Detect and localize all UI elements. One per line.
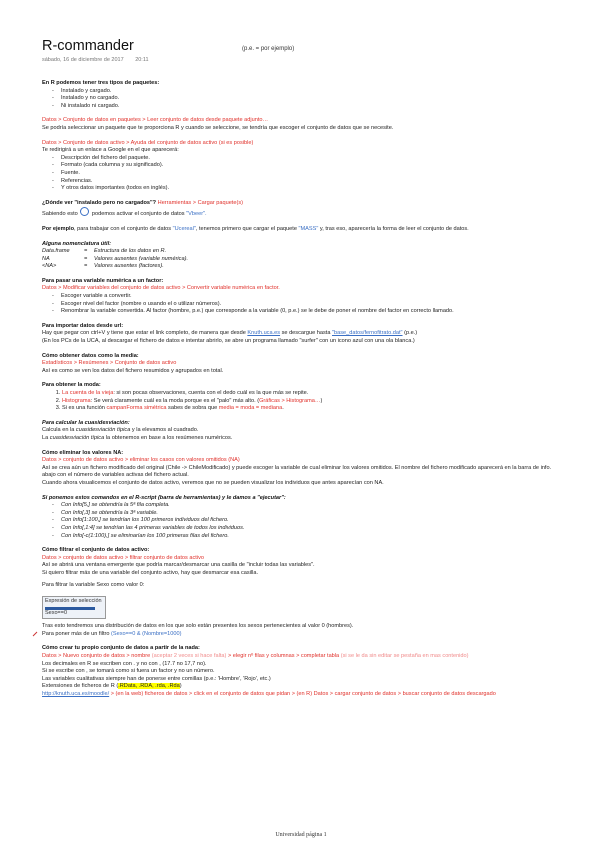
s8-heading: Para importar datos desde url: [42, 322, 124, 329]
s7-heading: Para pasar una variable numérica a un factor: [42, 277, 164, 284]
s4-text-b: podemos activar el conjunto de datos [91, 211, 185, 218]
definition: Valores ausentes (variable numérica). [94, 255, 188, 262]
s8-text: Hay que pegar con ctrl+V y tiene que estar el link completo, de manera que desde [42, 330, 246, 337]
list-item [52, 533, 562, 541]
definition: Estructura de los datos en R. [94, 248, 167, 255]
s14-text-5: Para poner más de un filtro [42, 630, 110, 637]
s3-text: Te redirigirá a un enlace a Google en el que aparecerá: [42, 147, 179, 154]
equals: = [84, 255, 88, 262]
s4-text: Sabiendo esto [42, 211, 78, 218]
s5-text: , para trabajar con el conjunto de datos [74, 225, 172, 232]
list-item [52, 502, 562, 510]
list-item [52, 525, 562, 533]
s15-heading: Cómo crear tu propio conjunto de datos a partir de la nada: [42, 645, 200, 652]
s14-heading: Cómo filtrar el conjunto de datos activo: [42, 547, 150, 554]
s4-heading: ¿Dónde ver "instalado pero no cargados"? [42, 199, 157, 206]
term: cuasidesviación típica [75, 427, 131, 434]
s9-text: Así es como se ven los datos del fichero resumidos y agrupados en total. [42, 367, 224, 374]
side-note: (p.e. = por ejemplo) [242, 46, 295, 52]
s11-text: Calcula en la [42, 427, 75, 434]
method-name: campanForma simétrica [106, 405, 167, 412]
s11-text-3: La [42, 434, 49, 441]
period: . [282, 405, 284, 412]
s11-text-2: y la elevamos al cuadrado. [131, 427, 199, 434]
equality: media = moda = mediana [218, 405, 283, 412]
page-date: sábado, 16 de diciembre de 2017 [42, 57, 124, 63]
s5-text-2: , tenemos primero que cargar el paquete [195, 225, 297, 232]
s14-text-3: Para filtrar la variable Sexo como valor 0: [42, 582, 145, 589]
list-item: - Fuente. [52, 170, 562, 178]
command: Con Info[5,] [61, 502, 90, 509]
package-name: "MASS" [298, 225, 319, 232]
s4-path: Herramientas > Cargar paquete(s) [157, 199, 243, 206]
list-item: - Descripción del fichero del paquete. [52, 155, 562, 163]
s8-text-4: (En los PCs de la UCA, al descargar el fichero de datos e intentar abrirlo, se abre un programa llamado "surfer" con un icono azul con una ola blanca.) [42, 338, 415, 345]
s11-text-4: la obtenemos en base a los resúmenes numéricos. [105, 434, 233, 441]
pencil-icon [32, 631, 38, 637]
s8-text-2: se descargue hasta [281, 330, 331, 337]
s10-list [42, 390, 562, 413]
refresh-icon [80, 207, 89, 216]
dataset-name: "Vbeer". [186, 211, 207, 218]
s15-path-note-2: (si se le da sin editar se pestaña en mas contenido) [340, 653, 469, 660]
s15-line-4: Extensiones de ficheros de R ( [42, 683, 119, 690]
list-item: - Escoger nivel del factor (nombre o usando el o utilizar números). [52, 301, 562, 309]
nomenclature-table [42, 248, 562, 271]
s12-heading: Cómo eliminar los valores NA: [42, 449, 124, 456]
s7-list [42, 293, 562, 316]
command-desc: se obtendría la 3ª variable. [91, 509, 158, 516]
filter-expression: (Sexo==0 & (Nombre=1000) [111, 630, 182, 637]
page-title: R-commander [42, 38, 134, 54]
box-label: Expresión de selección [45, 598, 102, 605]
s15-line-2: Si se escribe con , se tomará como si fuera un factor y no un número. [42, 668, 215, 675]
s2-text: Se podría seleccionar un paquete que te proporciona R y cuando se seleccione, se tendría que escoger el conjunto de datos que se necesite. [42, 124, 394, 131]
s12-text: Así se crea aún un fichero modificado del original (Chile -> ChileModificado) y puede escoger la variable de cual eliminar los valores omitidos. El nombre del fichero modificado aparecerá en la barra de info. abajo con el número de variables activas del fichero actual. [42, 464, 552, 479]
s15-line-3: Las variables cualitativas siempre han de ponerse entre comillas (p.e.: 'Hombre', 'Rojo', etc.) [42, 675, 271, 682]
file-link[interactable]: "base_datos/fernofitrato.dat" [332, 330, 403, 337]
s12-path: Datos > conjunto de datos activo > eliminar los casos con valores omitidos (NA) [42, 457, 240, 464]
list-item [62, 390, 562, 398]
s10-heading: Para obtener la moda: [42, 382, 101, 389]
s5-text-3: y, tras eso, aparecería la forma de leer el conjunto de datos. [319, 225, 469, 232]
s3-path: Datos > Conjunto de datos activo > Ayuda del conjunto de datos activo (si es posible) [42, 139, 254, 146]
s15-path: Datos > Nuevo conjunto de datos > nombre [42, 653, 151, 660]
s15-path-note: (aceptar 2 veces si hace falta) [151, 653, 227, 660]
s14-path: Datos > conjunto de datos activo > filtrar conjunto de datos activo [42, 554, 205, 561]
knuth-link[interactable]: Knuth.uca.es [247, 330, 281, 337]
list-item [52, 510, 562, 518]
s13-list [42, 502, 562, 540]
term: <NA> [42, 263, 57, 270]
definition: Valores ausentes (factores). [94, 263, 164, 270]
s14-text-2: Si quiero filtrar más de una variable del conjunto activo, hay que desmarcar esa casilla. [42, 569, 259, 576]
s14-text-4: Tras esto tendremos una distribución de datos en los que solo están presentes los sexos pertenecientes al valor 0 (hombres). [42, 623, 354, 630]
s13-heading: Si ponemos estos comandos en el R-script (barra de herramientas) y le damos a "ejecutar": [42, 494, 286, 501]
s9-path: Estadísticos > Resúmenes > Conjunto de datos activo [42, 360, 177, 367]
s15-line-1: Los decimales en R se escriben con . y no con , (17.7 no 17,7 no). [42, 660, 207, 667]
method-text: : si son pocas observaciones, cuenta con el dedo cuál es la que más se repite. [113, 390, 309, 396]
s15-line-5: > (en la web) ficheros de datos > click en el conjunto de datos que pidan > (en R) Datos > cargar conjunto de datos > buscar conjunto de datos descargado [110, 691, 496, 697]
equals: = [84, 263, 88, 270]
s14-text: Así se abrirá una ventana emergente que podría marcar/desmarcar una casilla de "incluir todas las variables". [42, 562, 315, 569]
list-item: - Escoger variable a convertir. [52, 293, 562, 301]
s7-path: Datos > Modificar variables del conjunto de datos activo > Convertir variable numérica en factor. [42, 285, 280, 292]
s2-path: Datos > Conjunto de datos en paquetes > Leer conjunto de datos desde paquete adjunto… [42, 117, 269, 124]
list-item: - Instalado y no cargado. [52, 95, 562, 103]
method-name: La cuenta de la vieja [62, 390, 114, 396]
list-item: - Renombrar la variable convertida. Al factor (hombre, p.e.) que corresponde a la variable (0, p.e.) se le debe de poner el nombre del factor en correcto llamado. [52, 308, 562, 316]
s1-heading: En R podemos tener tres tipos de paquetes: [42, 80, 160, 86]
s3-list [42, 155, 562, 193]
s11-heading: Para calcular la cuasidesviación: [42, 419, 130, 426]
s9-heading: Cómo obtener datos como la media: [42, 352, 139, 359]
list-item: - Referencias. [52, 178, 562, 186]
term: cuasidesviación típica [49, 434, 105, 441]
box-value[interactable]: Sexo==0 [45, 609, 68, 616]
command: Con Info[-c(1:100),] [61, 532, 110, 539]
command: Con Info[1:100,] [61, 517, 101, 524]
extensions-highlight: .RData, .RDA, .rda, .Rda [118, 683, 180, 690]
s8-text-3: (p.e.) [404, 330, 418, 337]
method-name: Histograma [62, 397, 91, 404]
method-text-2: sabes de sobra que [168, 405, 218, 412]
page-meta [42, 57, 159, 63]
s12-text-2: Cuando ahora visualicemos el conjunto de datos activo, veremos que no se pueden visualizar los individuos que antes aparecían con NA. [42, 479, 384, 486]
command-desc: se tendrían las 4 primeras variables de todos los individuos. [96, 524, 245, 531]
method-text: Si es una función [62, 405, 105, 412]
paren: ) [179, 683, 182, 690]
moodle-link[interactable]: http://knuth.uca.es/moodle/ [42, 691, 110, 697]
list-item: - Ni instalado ni cargado. [52, 103, 562, 111]
command-desc: se tendrían los 100 primeros individuos del fichero. [102, 517, 229, 524]
term: Data.frame [42, 248, 70, 255]
command: Con Info[,3] [61, 509, 90, 516]
list-item [52, 517, 562, 525]
page-time: 20:11 [135, 57, 149, 63]
list-item [62, 398, 562, 406]
command-desc: se eliminarían los 100 primeras filas del fichero. [110, 532, 229, 539]
menu-path: Gráficas > Histograma… [259, 397, 321, 404]
command-desc: se obtendría la 5ª fila completa. [91, 502, 170, 509]
s5-lead: Por ejemplo [42, 225, 75, 232]
list-item [62, 405, 562, 413]
method-text: : Se verá claramente cuál es la moda porque es el "palo" más alto. ( [90, 397, 260, 404]
command: Con Info[,1:4] [61, 524, 95, 531]
list-item: - Y otros datos importantes (todos en inglés). [52, 185, 562, 193]
selection-expression-box[interactable] [42, 596, 106, 619]
page-footer: Universidad página 1 [275, 832, 327, 838]
equals: = [84, 248, 88, 255]
note-content [42, 80, 562, 699]
list-item: - Instalado y cargado. [52, 88, 562, 96]
term: NA [42, 255, 50, 262]
paren: ) [320, 397, 323, 404]
dataset-name: "Ucereal" [172, 225, 196, 232]
s6-heading: Alguna nomenclatura útil: [42, 240, 111, 247]
s1-list [42, 88, 562, 111]
s15-path-2: > elegir nº filas y columnas > completar tabla [227, 653, 340, 660]
list-item: - Formato (cada columna y su significado). [52, 162, 562, 170]
